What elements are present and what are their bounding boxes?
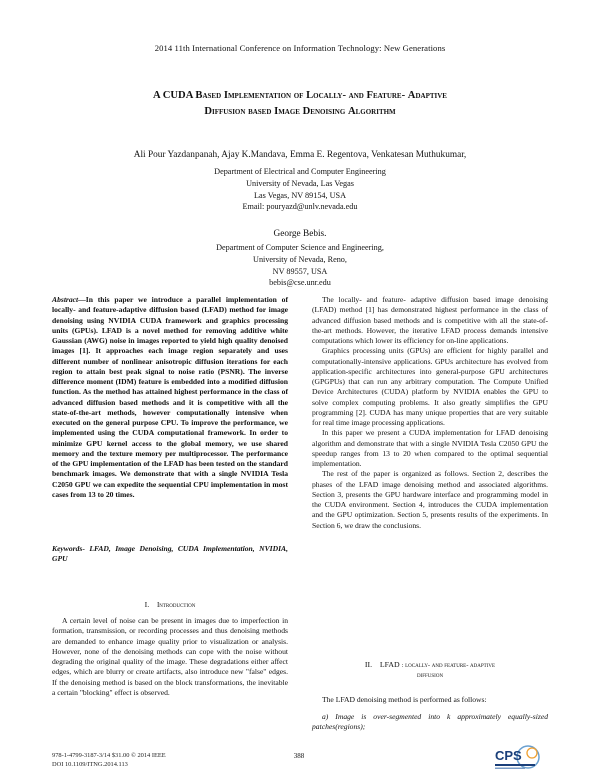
conference-header: 2014 11th International Conference on Information Technology: New Generations	[154, 43, 446, 53]
doi-line: DOI 10.1109/ITNG.2014.113	[52, 760, 128, 768]
affiliation-line: University of Nevada, Las Vegas	[246, 178, 354, 188]
paragraph: The LFAD denoising method is performed as follows:	[322, 695, 487, 704]
paragraph: A certain level of noise can be present in images due to imperfection in formation, transmission, or recording processes and thus denoising methods are demanded to enhance image quality prior to visualization or analysis. However, none of the denoising methods can cope with the noise without degrading the original quality of the image. These degradations either affect edges, which are blurry or create artifacts, also introduce new "false" edges. If the denoising method is based on the block transformations, the inevitable a certain "blocking" effect is observed.	[52, 616, 288, 697]
affiliation-email: Email: pouryazd@unlv.nevada.edu	[242, 202, 358, 212]
section-title: LFAD	[379, 660, 400, 669]
section-number: II.	[364, 660, 373, 669]
keywords: Keywords- LFAD, Image Denoising, CUDA Implementation, NVIDIA, GPU	[52, 544, 288, 564]
abstract-lead: Abstract	[52, 295, 79, 304]
title-line-2: Diffusion based Image Denoising Algorithm	[204, 106, 396, 117]
affiliation-1	[100, 166, 500, 213]
abstract-text: —In this paper we introduce a parallel implementation of locally- and feature-adaptive diffusion based (LFAD) method for image denoising using NVIDIA CUDA framework and graphics processing units (GPUs). LFAD is a novel method for removing additive white Gaussian (AWG) noise in images reported to yield high quality denoised images [1]. It approaches each image region separately and uses different number of nonlinear anisotropic diffusion iterations for each region to attain best peak signal to noise ratio (PSNR). The inverse difference moment (IDM) feature is embedded into a modified diffusion function. As the method has attained highest performance in the class of advanced diffusion based methods and it is competitive with all the state-of-the-art methods, however computationally intensive when executed on the general purpose CPU. To improve the performance, we implemented using the CUDA computational framework. In order to minimize GPU kernel access to the global memory, we use shared memory and the texture memory per multiprocessor. The performance of the GPU implementation of the LFAD has been tested on the standard benchmark images. We demonstrate that with a single NVIDIA Tesla C2050 GPU we can expedite the sequential CPU implementation in most cases from 13 to 20 times.	[52, 295, 288, 499]
section-title: Introduction	[156, 601, 196, 609]
abstract	[52, 295, 288, 500]
introduction-paragraph	[52, 616, 288, 698]
affiliation-line: NV 89557, USA	[272, 266, 328, 276]
affiliation-line: University of Nevada, Reno,	[253, 254, 347, 264]
paragraph: Graphics processing units (GPUs) are efficient for highly parallel and computationally-intensive applications. GPUs architecture has evolved from application-specific architectures into general-purpose GPU architectures (GPGPUs) that can run any arbitrary computation. The Compute Unified Device Architectures (CUDA) platform by NVIDIA enables the GPU to solve complex computing problems. It also greatly simplifies the GPU programming [2]. CUDA has many unique properties that are very suitable for real time image processing applications.	[312, 346, 548, 427]
cps-logo-icon	[492, 744, 548, 772]
author-2: George Bebis.	[273, 229, 327, 239]
title-line-1: A CUDA Based Implementation of Locally- and Feature- Adaptive	[153, 90, 447, 101]
affiliation-line: Las Vegas, NV 89154, USA	[253, 190, 347, 200]
affiliation-2	[100, 242, 500, 289]
isbn-line: 978-1-4799-3187-3/14 $31.00 © 2014 IEEE	[52, 752, 166, 759]
paragraph: a) Image is over-segmented into k approximately equally-sized patches(regions);	[312, 712, 548, 732]
logo-text: CPS	[495, 748, 522, 763]
step-a	[312, 712, 548, 733]
author-list: Ali Pour Yazdanpanah, Ajay K.Mandava, Emma E. Regentova, Venkatesan Muthukumar,	[133, 150, 467, 160]
section-subtitle: : locally- and feature- adaptive	[401, 662, 496, 669]
affiliation-email: bebis@cse.unr.edu	[269, 278, 331, 288]
paragraph: In this paper we present a CUDA implementation for LFAD denoising algorithm and demonstrate that with a single NVIDIA Tesla C2050 GPU the speedup ranges from 13 to 20 when compared to the optimal sequential implementation.	[312, 428, 548, 468]
page-number: 388	[293, 752, 305, 760]
paragraph: The rest of the paper is organized as follows. Section 2, describes the phases of the LFAD image denoising method and associated algorithms. Section 3, presents the GPU hardware interface and programming model in the CUDA environment. Section 4, introduces the CUDA implementation and the GPU optimization. Section 5, presents results of the experiments. In Section 6, we draw the conclusions.	[312, 469, 548, 530]
paper-title	[40, 88, 560, 120]
section-2-heading	[312, 660, 548, 681]
right-column-text	[312, 295, 548, 531]
footer-info	[52, 752, 166, 769]
affiliation-line: Department of Electrical and Computer Engineering	[214, 167, 386, 176]
section-subtitle-line-2: diffusion	[416, 672, 444, 679]
section-number: I.	[144, 600, 150, 609]
section-1-heading	[52, 600, 288, 609]
paragraph: The locally- and feature- adaptive diffusion based image denoising (LFAD) method [1] has demonstrated highest performance in the class of advanced diffusion based methods and is competitive with all the state-of-the-art methods. However, the iterative LFAD process demands intensive computations which lower its efficiency for on-line applications.	[312, 295, 548, 345]
lfad-intro	[312, 695, 548, 705]
affiliation-line: Department of Computer Science and Engineering,	[216, 243, 384, 252]
